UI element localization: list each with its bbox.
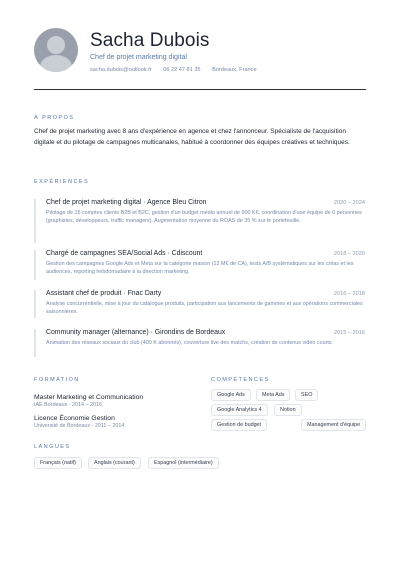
education-degree: Master Marketing et Communication xyxy=(34,394,144,401)
language-chip: Espagnol (intermédiaire) xyxy=(148,457,219,469)
experience-bar xyxy=(34,199,36,243)
skill-chip: Gestion de budget xyxy=(211,419,267,431)
section-title-experience: EXPÉRIENCES xyxy=(34,179,90,185)
experience-item xyxy=(34,290,366,318)
skill-chip: Notion xyxy=(274,404,302,416)
experience-title: Chargé de campagnes SEA/Social Ads · Cdiscount xyxy=(46,250,203,257)
experience-title: Community manager (alternance) · Girondins de Bordeaux xyxy=(46,329,226,336)
candidate-role: Chef de projet marketing digital xyxy=(90,54,187,61)
education-school: IAE Bordeaux · 2014 – 2016 xyxy=(34,402,103,408)
contact-email[interactable]: sacha.dubois@outlook.fr xyxy=(90,67,152,73)
contact-location: Bordeaux, France xyxy=(212,67,257,73)
candidate-name: Sacha Dubois xyxy=(90,30,210,51)
experience-item xyxy=(34,250,366,280)
experience-title: Chef de projet marketing digital · Agence Bleu Citron xyxy=(46,199,207,206)
skill-chip: Google Ads xyxy=(211,389,251,401)
education-item xyxy=(34,415,204,429)
contact-line xyxy=(90,67,267,73)
experience-date: 2020 – 2024 xyxy=(333,200,365,206)
skill-chip: Google Analytics 4 xyxy=(211,404,268,416)
skill-chip: Management d'équipe xyxy=(301,419,366,431)
experience-bar xyxy=(34,290,36,318)
experience-description: Pilotage de 15 comptes clients B2B et B2C, gestion d'un budget média annuel de 900 K€, coordination d'une équipe de 6 personnes (graphistes, développeurs, traffic managers). Augmentation moyenne du ROAS de 35 % sur le portefeuille. xyxy=(46,210,362,225)
experience-item xyxy=(34,329,366,357)
skill-chip: SEO xyxy=(295,389,318,401)
experience-description: Animation des réseaux sociaux du club (400 K abonnés), couverture live des matchs, création de contenus vidéo courts. xyxy=(46,340,334,346)
experience-description: Gestion des campagnes Google Ads et Meta sur la catégorie maison (12 M€ de CA), tests A/B systématiques sur les créas et les audiences, reporting hebdomadaire à la direction marketing. xyxy=(46,261,354,276)
avatar xyxy=(34,28,78,72)
experience-bar xyxy=(34,329,36,357)
language-chip: Anglais (courant) xyxy=(88,457,141,469)
avatar-body-shape xyxy=(40,55,72,72)
education-item xyxy=(34,394,204,408)
experience-date: 2015 – 2016 xyxy=(333,330,365,336)
experience-description: Analyse concurrentielle, mise à jour du catalogue produits, participation aux lancements de gammes et aux opérations commerciales saisonnières. xyxy=(46,301,363,316)
experience-item xyxy=(34,199,366,243)
header-divider xyxy=(34,89,366,90)
experience-date: 2016 – 2018 xyxy=(333,291,365,297)
experience-date: 2018 – 2020 xyxy=(333,251,365,257)
section-title-education: FORMATION xyxy=(34,377,80,383)
section-title-skills: COMPÉTENCES xyxy=(211,377,270,383)
section-title-about: À PROPOS xyxy=(34,115,75,121)
about-text: Chef de projet marketing avec 8 ans d'expérience en agence et chez l'annonceur. Spécialiste de l'acquisition digitale et du pilotage de campagnes multicanales, habitué à coordonner des équipes créatives et techniques. xyxy=(34,128,350,146)
language-chip: Français (natif) xyxy=(34,457,82,469)
education-school: Université de Bordeaux · 2011 – 2014 xyxy=(34,423,125,429)
skill-chip: Meta Ads xyxy=(256,389,290,401)
experience-title: Assistant chef de produit · Fnac Darty xyxy=(46,290,162,297)
cv-header xyxy=(34,28,366,89)
avatar-head-shape xyxy=(47,36,65,54)
contact-phone[interactable]: 06 22 47 81 35 xyxy=(163,67,201,73)
experience-bar xyxy=(34,250,36,280)
education-degree: Licence Économie Gestion xyxy=(34,415,115,422)
section-title-languages: LANGUES xyxy=(34,444,71,450)
